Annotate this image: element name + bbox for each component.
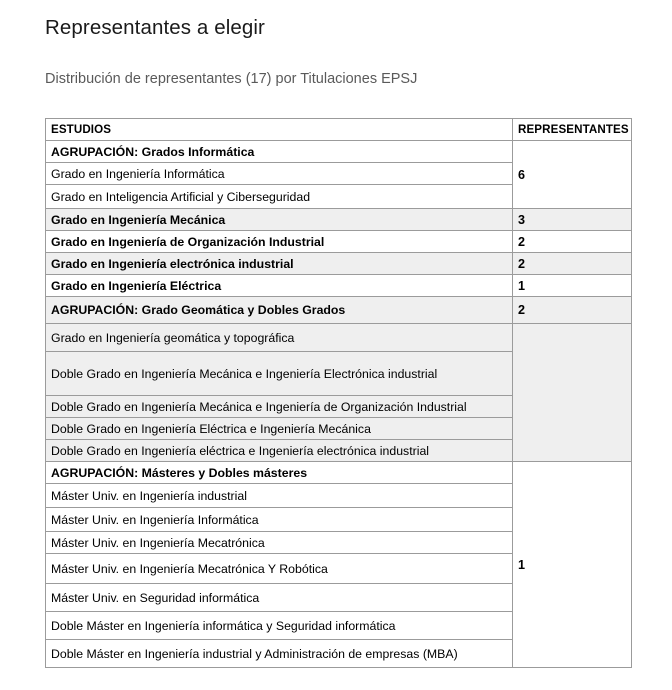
cell-estudios: AGRUPACIÓN: Grados Informática xyxy=(46,141,513,163)
table-row xyxy=(46,297,632,324)
cell-estudios: Grado en Ingeniería electrónica industrial xyxy=(46,253,513,275)
table-row xyxy=(46,231,632,253)
cell-representantes: 2 xyxy=(513,231,632,253)
column-header-representantes: REPRESENTANTES xyxy=(513,119,632,141)
cell-estudios: Doble Grado en Ingeniería eléctrica e Ingeniería electrónica industrial xyxy=(46,440,513,462)
cell-estudios: AGRUPACIÓN: Másteres y Dobles másteres xyxy=(46,462,513,484)
cell-estudios: Máster Univ. en Ingeniería Informática xyxy=(46,508,513,532)
cell-representantes: 3 xyxy=(513,209,632,231)
table-row xyxy=(46,253,632,275)
cell-estudios: Máster Univ. en Ingeniería Mecatrónica xyxy=(46,532,513,554)
cell-representantes xyxy=(513,324,632,462)
cell-representantes: 1 xyxy=(513,462,632,668)
table-row xyxy=(46,462,632,484)
cell-estudios: AGRUPACIÓN: Grado Geomática y Dobles Grados xyxy=(46,297,513,324)
cell-estudios: Máster Univ. en Seguridad informática xyxy=(46,584,513,612)
cell-estudios: Grado en Ingeniería geomática y topográfica xyxy=(46,324,513,352)
cell-estudios: Grado en Inteligencia Artificial y Ciberseguridad xyxy=(46,185,513,209)
page-title: Representantes a elegir xyxy=(45,16,265,39)
column-header-estudios: ESTUDIOS xyxy=(46,119,513,141)
table-row xyxy=(46,141,632,163)
cell-representantes: 1 xyxy=(513,275,632,297)
cell-representantes: 6 xyxy=(513,141,632,209)
cell-estudios: Grado en Ingeniería de Organización Industrial xyxy=(46,231,513,253)
representantes-table-wrapper xyxy=(45,118,631,668)
cell-representantes: 2 xyxy=(513,253,632,275)
cell-estudios: Máster Univ. en Ingeniería Mecatrónica Y Robótica xyxy=(46,554,513,584)
cell-estudios: Grado en Ingeniería Eléctrica xyxy=(46,275,513,297)
cell-estudios: Grado en Ingeniería Informática xyxy=(46,163,513,185)
table-row xyxy=(46,209,632,231)
table-body xyxy=(46,141,632,668)
representantes-table xyxy=(45,118,632,668)
cell-estudios: Máster Univ. en Ingeniería industrial xyxy=(46,484,513,508)
cell-estudios: Doble Grado en Ingeniería Mecánica e Ingeniería de Organización Industrial xyxy=(46,396,513,418)
page-subtitle: Distribución de representantes (17) por Titulaciones EPSJ xyxy=(45,71,418,87)
cell-estudios: Grado en Ingeniería Mecánica xyxy=(46,209,513,231)
cell-estudios: Doble Grado en Ingeniería Mecánica e Ingeniería Electrónica industrial xyxy=(46,352,513,396)
cell-estudios: Doble Máster en Ingeniería informática y Seguridad informática xyxy=(46,612,513,640)
cell-representantes: 2 xyxy=(513,297,632,324)
table-header-row xyxy=(46,119,632,141)
cell-estudios: Doble Máster en Ingeniería industrial y Administración de empresas (MBA) xyxy=(46,640,513,668)
table-row xyxy=(46,324,632,352)
table-head xyxy=(46,119,632,141)
cell-estudios: Doble Grado en Ingeniería Eléctrica e Ingeniería Mecánica xyxy=(46,418,513,440)
table-row xyxy=(46,275,632,297)
